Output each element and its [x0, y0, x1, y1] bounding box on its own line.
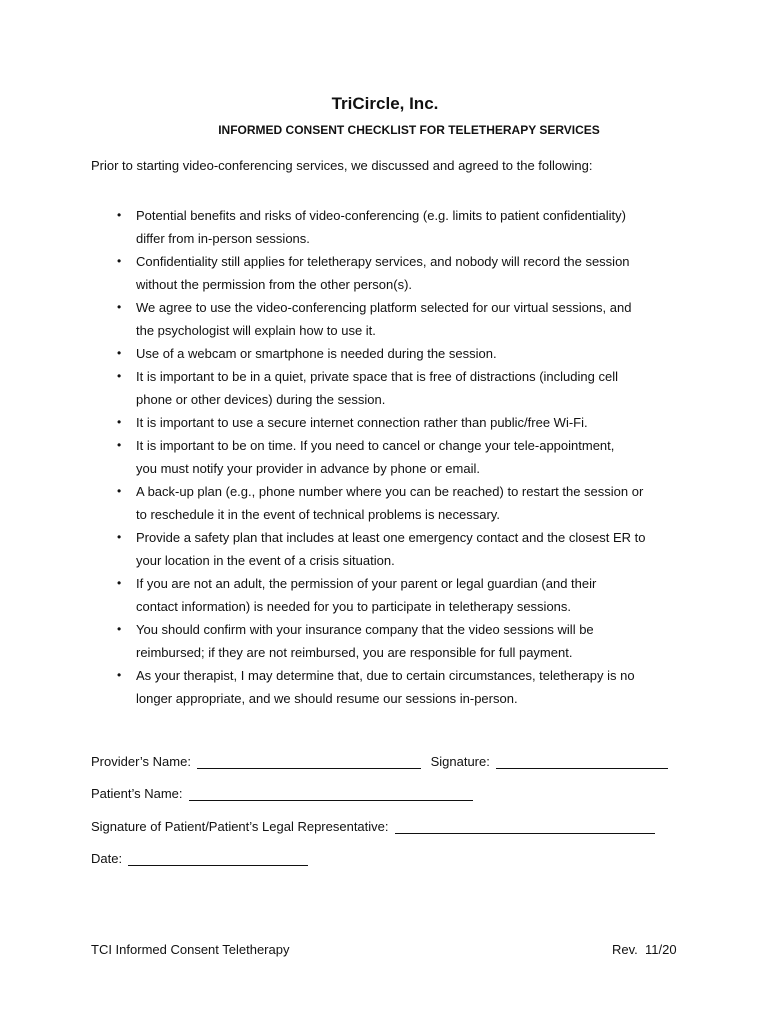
bullet-icon: • — [117, 530, 122, 544]
provider-row — [91, 754, 668, 769]
patient-name-label: Patient’s Name: — [91, 786, 183, 801]
checklist-item — [91, 526, 691, 572]
intro-text: Prior to starting video-conferencing services, we discussed and agreed to the following: — [91, 158, 593, 173]
patient-signature-field[interactable] — [395, 819, 655, 834]
checklist-item-line: your location in the event of a crisis situation. — [136, 553, 395, 568]
checklist-item-line: you must notify your provider in advance by phone or email. — [136, 461, 480, 476]
checklist-item — [91, 480, 691, 526]
checklist-item — [91, 664, 691, 710]
checklist-item — [91, 618, 691, 664]
patient-signature-label: Signature of Patient/Patient’s Legal Representative: — [91, 819, 389, 834]
checklist-item-line: A back-up plan (e.g., phone number where you can be reached) to restart the session or — [136, 484, 644, 499]
checklist-item-line: without the permission from the other person(s). — [136, 277, 413, 292]
bullet-icon: • — [117, 668, 122, 682]
checklist — [91, 204, 691, 710]
checklist-item-line: longer appropriate, and we should resume our sessions in-person. — [136, 691, 518, 706]
bullet-icon: • — [117, 415, 122, 429]
patient-name-field[interactable] — [189, 786, 473, 801]
date-row — [91, 851, 308, 866]
checklist-item-line: It is important to use a secure internet connection rather than public/free Wi-Fi. — [136, 415, 588, 430]
checklist-item-line: Use of a webcam or smartphone is needed during the session. — [136, 346, 497, 361]
date-field[interactable] — [128, 851, 308, 866]
checklist-item — [91, 342, 691, 365]
checklist-item — [91, 250, 691, 296]
bullet-icon: • — [117, 438, 122, 452]
signature-label: Signature: — [430, 754, 490, 769]
footer-document-name: TCI Informed Consent Teletherapy — [91, 942, 290, 957]
checklist-item-line: As your therapist, I may determine that, due to certain circumstances, teletherapy is no — [136, 668, 635, 683]
checklist-item-line: Provide a safety plan that includes at least one emergency contact and the closest ER to — [136, 530, 646, 545]
footer-revision: Rev. 11/20 — [612, 942, 677, 957]
provider-name-label: Provider’s Name: — [91, 754, 191, 769]
company-name: TriCircle, Inc. — [331, 94, 439, 113]
bullet-icon: • — [117, 622, 122, 636]
checklist-item-line: Potential benefits and risks of video-conferencing (e.g. limits to patient confidentiality) — [136, 208, 626, 223]
checklist-item — [91, 434, 691, 480]
checklist-item-line: contact information) is needed for you to participate in teletherapy sessions. — [136, 599, 572, 614]
checklist-item-line: to reschedule it in the event of technical problems is necessary. — [136, 507, 500, 522]
checklist-item-line: You should confirm with your insurance company that the video sessions will be — [136, 622, 594, 637]
checklist-item-line: If you are not an adult, the permission of your parent or legal guardian (and their — [136, 576, 597, 591]
checklist-item — [91, 365, 691, 411]
bullet-icon: • — [117, 369, 122, 383]
date-label: Date: — [91, 851, 123, 866]
bullet-icon: • — [117, 346, 122, 360]
checklist-item-line: reimbursed; if they are not reimbursed, you are responsible for full payment. — [136, 645, 573, 660]
checklist-item — [91, 572, 691, 618]
checklist-item — [91, 296, 691, 342]
document-title: INFORMED CONSENT CHECKLIST FOR TELETHERAPY SERVICES — [218, 123, 600, 137]
checklist-item-line: differ from in-person sessions. — [136, 231, 310, 246]
checklist-item — [91, 411, 691, 434]
checklist-item-line: Confidentiality still applies for teletherapy services, and nobody will record the session — [136, 254, 630, 269]
provider-signature-field[interactable] — [496, 754, 668, 769]
checklist-item — [91, 204, 691, 250]
patient-name-row — [91, 786, 473, 801]
provider-name-field[interactable] — [197, 754, 421, 769]
bullet-icon: • — [117, 254, 122, 268]
checklist-item-line: the psychologist will explain how to use it. — [136, 323, 376, 338]
bullet-icon: • — [117, 576, 122, 590]
checklist-item-line: We agree to use the video-conferencing platform selected for our virtual sessions, and — [136, 300, 632, 315]
patient-signature-row — [91, 819, 655, 834]
bullet-icon: • — [117, 484, 122, 498]
bullet-icon: • — [117, 300, 122, 314]
checklist-item-line: It is important to be in a quiet, private space that is free of distractions (including cell — [136, 369, 618, 384]
checklist-item-line: It is important to be on time. If you need to cancel or change your tele-appointment, — [136, 438, 615, 453]
bullet-icon: • — [117, 208, 122, 222]
checklist-item-line: phone or other devices) during the session. — [136, 392, 386, 407]
